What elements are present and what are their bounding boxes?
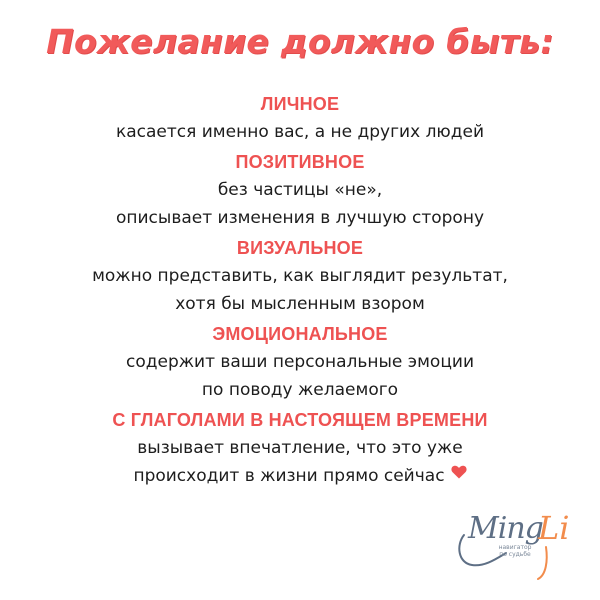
section-line-text: происходит в жизни прямо сейчас xyxy=(133,466,445,486)
section-heading-present-tense: С ГЛАГОЛАМИ В НАСТОЯЩЕМ ВРЕМЕНИ xyxy=(112,410,488,430)
content xyxy=(0,92,600,494)
section-line: описывает изменения в лучшую сторону xyxy=(115,208,484,228)
section-heading-positive: ПОЗИТИВНОЕ xyxy=(235,152,365,172)
section-line: по поводу желаемого xyxy=(201,380,399,400)
section-heading-personal: ЛИЧНОЕ xyxy=(260,94,340,114)
section-line: содержит ваши персональные эмоции xyxy=(125,352,475,372)
section-line: касается именно вас, а не других людей xyxy=(115,122,485,142)
page-title: Пожелание должно быть: xyxy=(46,22,554,61)
logo-tagline xyxy=(480,544,550,558)
section-line: хотя бы мысленным взором xyxy=(175,294,425,314)
section-line: можно представить, как выглядит результат, xyxy=(92,266,508,286)
logo xyxy=(450,505,588,585)
logo-tagline-line1: навигатор xyxy=(498,544,532,551)
section-line-last xyxy=(0,464,600,494)
section-line: вызывает впечатление, что это уже xyxy=(137,438,463,458)
section-line: без частицы «не», xyxy=(217,180,383,200)
logo-name-ming: Ming xyxy=(468,511,543,546)
section-heading-emotional: ЭМОЦИОНАЛЬНОЕ xyxy=(212,324,388,344)
logo-tagline-line2: по судьбе xyxy=(499,551,531,558)
title-wrap xyxy=(0,22,600,61)
logo-name-li: Li xyxy=(538,509,570,547)
section-heading-visual: ВИЗУАЛЬНОЕ xyxy=(236,238,364,258)
heart-icon xyxy=(451,462,467,486)
